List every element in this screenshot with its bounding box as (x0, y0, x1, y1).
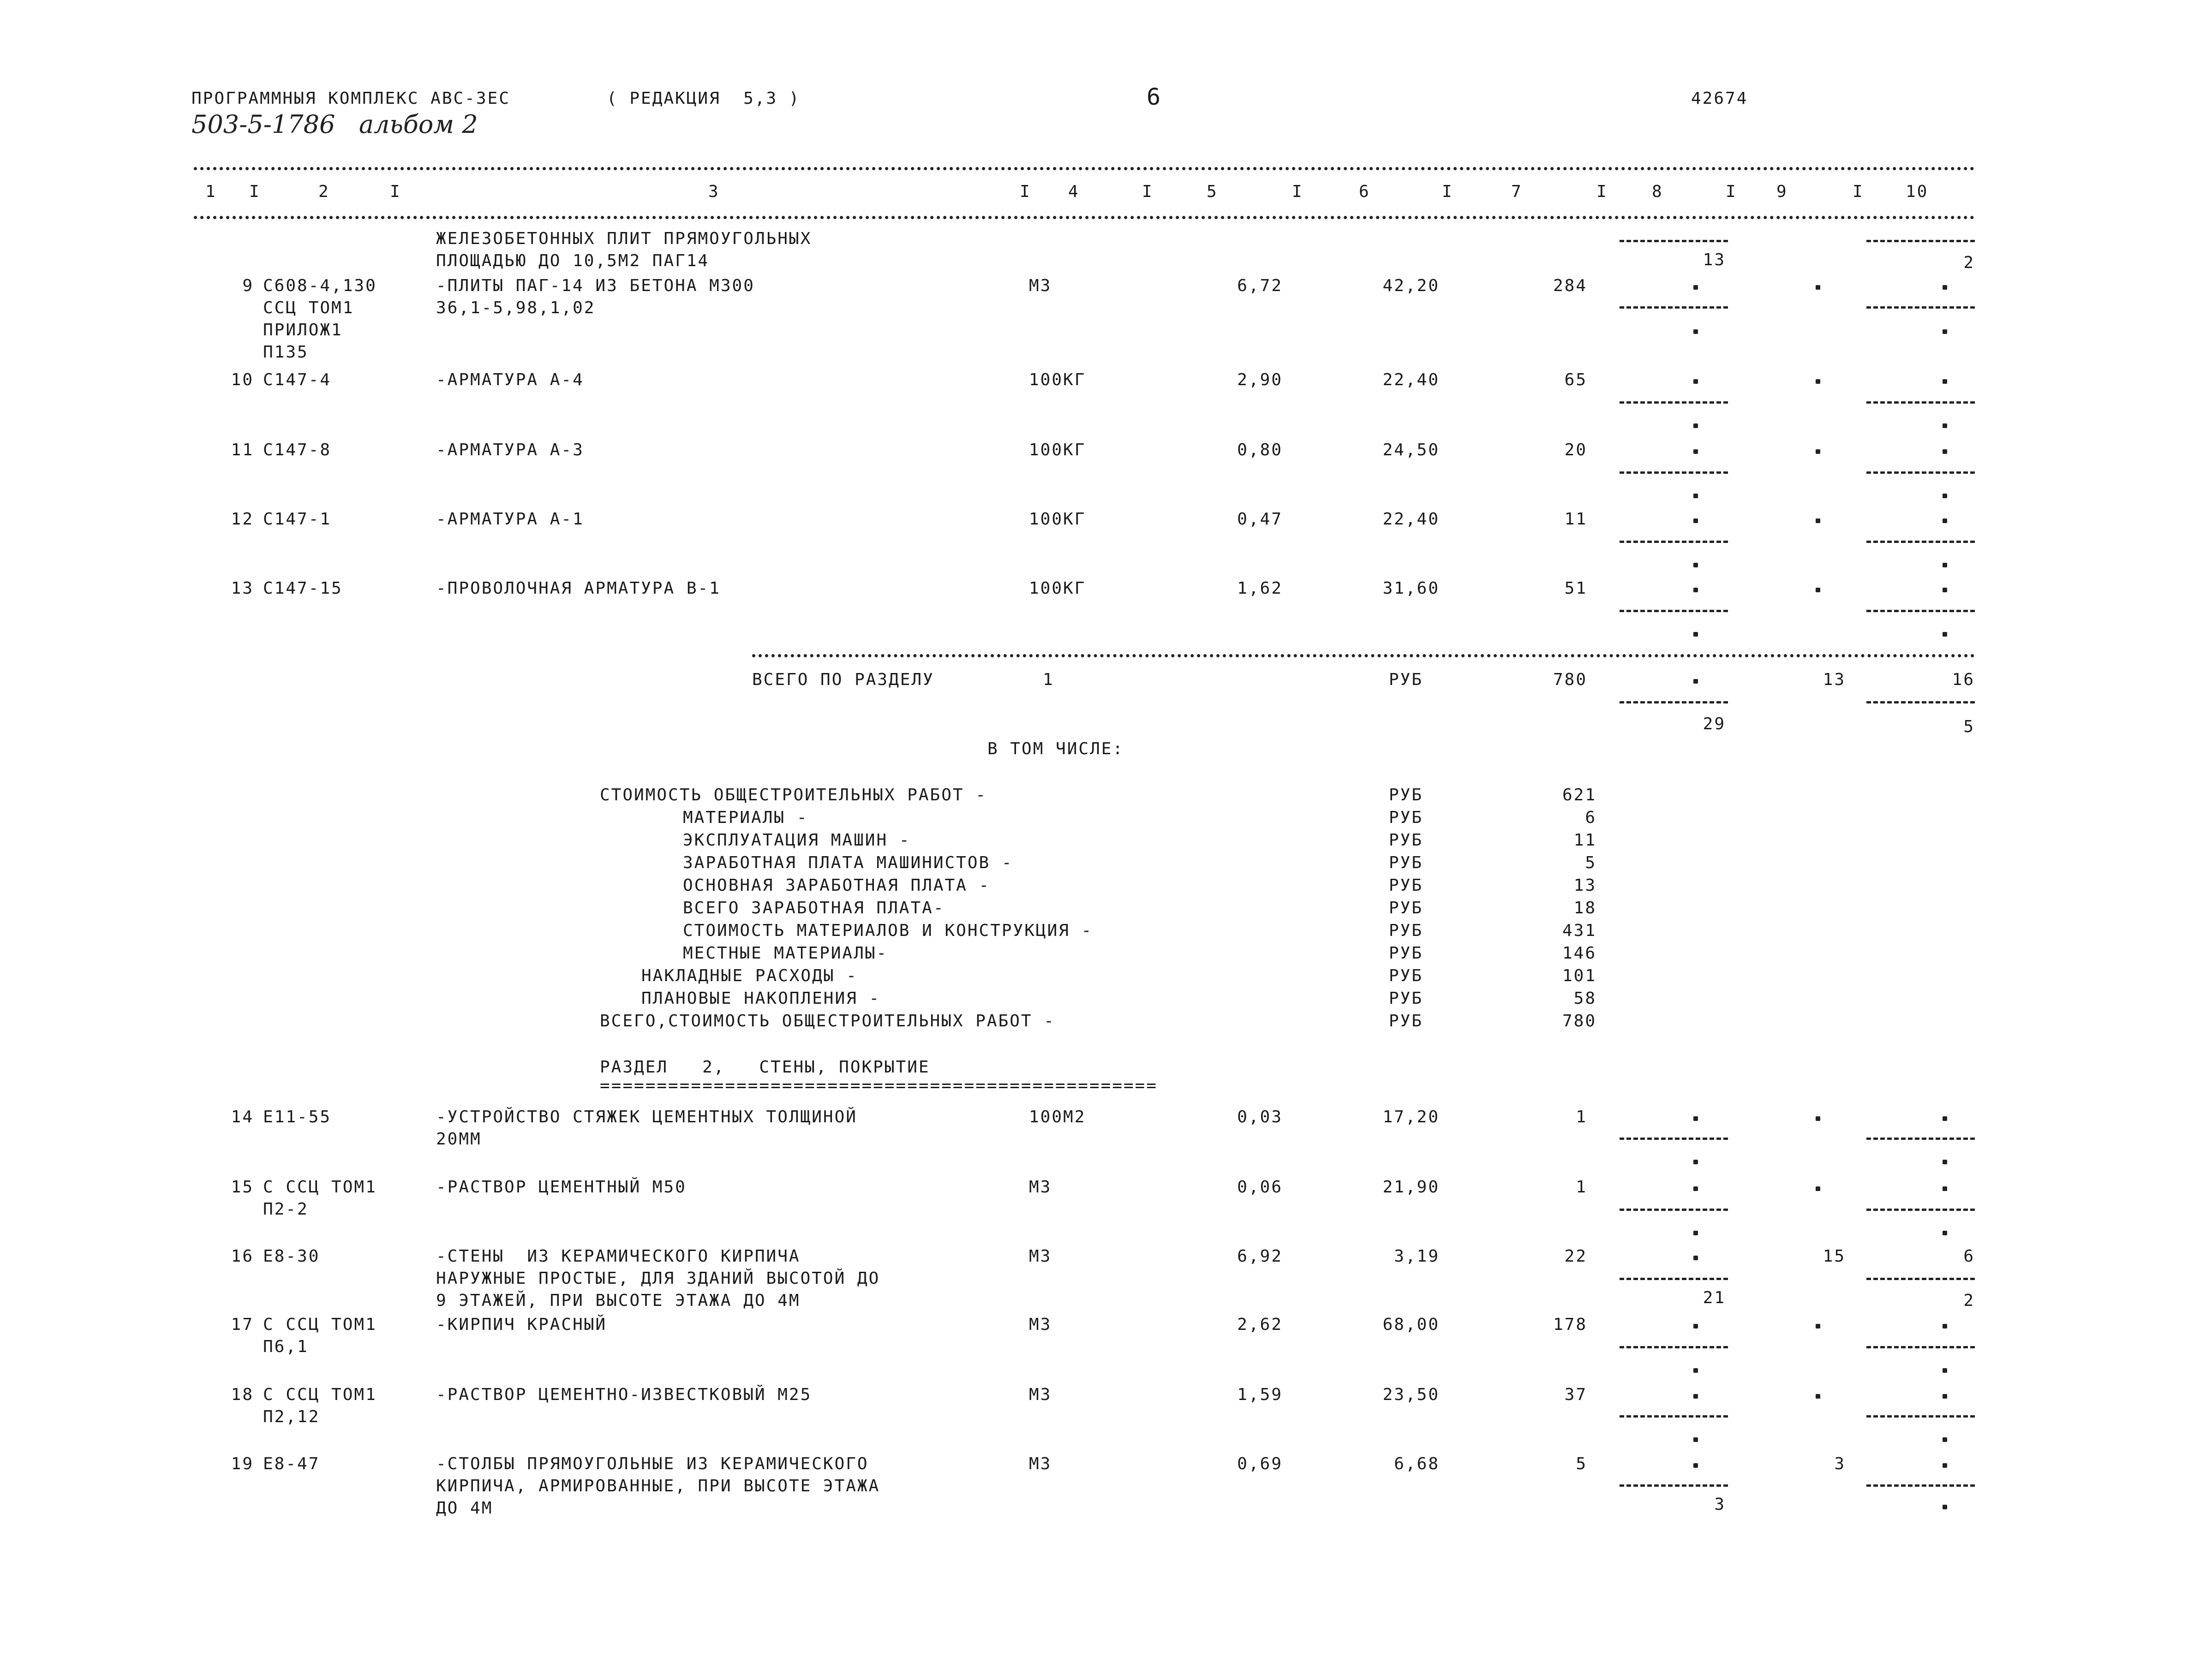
summary-label: ПЛАНОВЫЕ НАКОПЛЕНИЯ - (641, 989, 881, 1008)
row-desc-line: 36,1-5,98,1,02 (436, 298, 596, 317)
summary-value: 101 (1562, 966, 1596, 985)
row-desc-line: -УСТРОЙСТВО СТЯЖЕК ЦЕМЕНТНЫХ ТОЛЩИНОЙ (436, 1108, 857, 1126)
section-total-rule (752, 654, 1975, 657)
summary-value: 780 (1562, 1012, 1596, 1031)
empty-cell-mark (1693, 1394, 1698, 1399)
row-code-line: С ССЦ ТОМ1 (263, 1385, 377, 1404)
summary-label: ВСЕГО ЗАРАБОТНАЯ ПЛАТА- (683, 899, 945, 917)
row-number: 13 (231, 579, 254, 598)
col10-rule (1866, 1346, 1975, 1348)
row-quantity: 6,72 (1237, 276, 1283, 295)
summary-label: МАТЕРИАЛЫ - (683, 808, 808, 827)
row-total: 51 (1564, 579, 1587, 598)
col8-rule (1620, 1138, 1728, 1140)
row-unit: М3 (1029, 1178, 1052, 1197)
section-total-col8-bottom: 29 (1703, 715, 1726, 733)
empty-cell-mark (1693, 449, 1698, 454)
row-number: 16 (231, 1247, 254, 1266)
empty-cell-mark (1693, 1231, 1698, 1235)
col8-rule (1620, 471, 1728, 474)
row-quantity: 2,90 (1237, 370, 1283, 389)
empty-cell-mark (1816, 285, 1820, 290)
col8-rule (1620, 1346, 1728, 1348)
summary-label: ОСНОВНАЯ ЗАРАБОТНАЯ ПЛАТА - (683, 876, 991, 895)
empty-cell-mark (1943, 379, 1947, 384)
col8-rule (1620, 1278, 1728, 1280)
empty-cell-mark (1693, 563, 1698, 567)
row-quantity: 1,59 (1237, 1385, 1283, 1404)
row-code-line: Е8-47 (263, 1454, 320, 1473)
col-sep: I (1596, 182, 1608, 201)
row-unit: 100КГ (1029, 579, 1086, 598)
col-header-4: 4 (1068, 182, 1080, 201)
col10-rule (1866, 240, 1975, 242)
row-unit: 100КГ (1029, 441, 1086, 459)
col-sep: I (1442, 182, 1453, 201)
summary-value: 18 (1573, 899, 1596, 917)
empty-cell-mark (1943, 449, 1947, 454)
row-quantity: 0,80 (1237, 441, 1283, 459)
empty-cell-mark (1943, 563, 1947, 567)
row-desc-line: -ПРОВОЛОЧНАЯ АРМАТУРА В-1 (436, 579, 721, 598)
row-desc-line: НАРУЖНЫЕ ПРОСТЫЕ, ДЛЯ ЗДАНИЙ ВЫСОТОЙ ДО (436, 1269, 880, 1288)
row-code-line: П2-2 (263, 1200, 309, 1219)
col8-value: 13 (1703, 250, 1726, 269)
empty-cell-mark (1693, 1256, 1698, 1260)
empty-cell-mark (1693, 1160, 1698, 1164)
row-total: 1 (1576, 1108, 1587, 1126)
row-col10-bottom: 2 (1963, 1291, 1975, 1310)
row-desc-line: -СТЕНЫ ИЗ КЕРАМИЧЕСКОГО КИРПИЧА (436, 1247, 801, 1266)
empty-cell-mark (1693, 285, 1698, 290)
empty-cell-mark (1693, 1437, 1698, 1442)
empty-cell-mark (1816, 379, 1820, 384)
summary-unit: РУБ (1389, 989, 1423, 1008)
empty-cell-mark (1816, 449, 1820, 454)
col-sep: I (1292, 182, 1303, 201)
section-total-label: ВСЕГО ПО РАЗДЕЛУ (752, 670, 934, 689)
row-desc-line: -АРМАТУРА А-1 (436, 510, 584, 529)
summary-unit: РУБ (1389, 831, 1423, 850)
section-title-underline: ================================================= (600, 1076, 1158, 1095)
section-total-number: 1 (1043, 670, 1054, 689)
empty-cell-mark (1943, 1463, 1947, 1468)
empty-cell-mark (1943, 329, 1947, 334)
row-code-line: ССЦ ТОМ1 (263, 298, 354, 317)
col10-rule (1866, 306, 1975, 309)
row-code-line: С608-4,130 (263, 276, 377, 295)
empty-cell-mark (1816, 1394, 1820, 1399)
summary-value: 58 (1573, 989, 1596, 1008)
empty-cell-mark (1816, 1186, 1820, 1191)
row-quantity: 6,92 (1237, 1247, 1283, 1266)
row-number: 19 (231, 1454, 254, 1473)
row-desc-line: -АРМАТУРА А-4 (436, 370, 584, 389)
col8-rule (1620, 1415, 1728, 1418)
summary-label: СТОИМОСТЬ ОБЩЕСТРОИТЕЛЬНЫХ РАБОТ - (600, 786, 987, 804)
empty-cell-mark (1693, 494, 1698, 498)
handwritten-album-note: 503-5-1786 альбом 2 (191, 110, 478, 139)
col8-rule (1620, 306, 1728, 309)
row-number: 9 (242, 276, 254, 295)
summary-unit: РУБ (1389, 786, 1423, 804)
row-desc-line: -СТОЛБЫ ПРЯМОУГОЛЬНЫЕ ИЗ КЕРАМИЧЕСКОГО (436, 1454, 869, 1473)
col10-rule (1866, 1278, 1975, 1280)
empty-cell-mark (1943, 1324, 1947, 1329)
summary-value: 13 (1573, 876, 1596, 895)
summary-label: ЭКСПЛУАТАЦИЯ МАШИН - (683, 831, 911, 850)
col10-rule (1866, 471, 1975, 474)
row-unit-price: 42,20 (1382, 276, 1440, 295)
col10-rule (1866, 610, 1975, 612)
row-desc-line: ПЛОЩАДЬЮ ДО 10,5М2 ПАГ14 (436, 251, 710, 270)
row-code-line: ПРИЛОЖ1 (263, 321, 343, 340)
empty-cell-mark (1943, 423, 1947, 428)
summary-value: 431 (1562, 921, 1596, 940)
summary-unit: РУБ (1389, 899, 1423, 917)
summary-value: 6 (1585, 808, 1596, 827)
empty-cell-mark (1816, 588, 1820, 592)
empty-cell-mark (1693, 1463, 1698, 1468)
col8-rule (1620, 401, 1728, 404)
row-code-line: П6,1 (263, 1337, 309, 1356)
empty-cell-mark (1816, 1324, 1820, 1329)
empty-cell-mark (1943, 1116, 1947, 1121)
row-total: 37 (1564, 1385, 1587, 1404)
row-number: 11 (231, 441, 254, 459)
row-number: 17 (231, 1315, 254, 1334)
row-number: 14 (231, 1108, 254, 1126)
table-header-rule (194, 216, 1975, 219)
empty-cell-mark (1693, 588, 1698, 592)
row-code-line: С ССЦ ТОМ1 (263, 1178, 377, 1197)
edition-label: ( РЕДАКЦИЯ 5,3 ) (607, 89, 801, 108)
col-header-5: 5 (1207, 182, 1218, 201)
row-unit-price: 68,00 (1382, 1315, 1440, 1334)
row-total: 178 (1553, 1315, 1587, 1334)
empty-cell-mark (1693, 518, 1698, 523)
row-number: 12 (231, 510, 254, 529)
col-header-9: 9 (1776, 182, 1788, 201)
section-total-col10: 16 (1952, 670, 1975, 689)
row-unit: М3 (1029, 1247, 1052, 1266)
col10-rule (1866, 401, 1975, 404)
row-unit-price: 6,68 (1394, 1454, 1440, 1473)
row-unit-price: 22,40 (1382, 370, 1440, 389)
col8-rule (1620, 1484, 1728, 1487)
col8-rule (1620, 240, 1728, 242)
col-sep: I (1853, 182, 1864, 201)
row-code-line: С147-1 (263, 510, 332, 529)
row-desc-line: 20ММ (436, 1130, 482, 1149)
empty-cell-mark (1693, 379, 1698, 384)
row-col9: 15 (1823, 1247, 1846, 1266)
empty-cell-mark (1693, 632, 1698, 637)
row-desc-line: КИРПИЧА, АРМИРОВАННЫЕ, ПРИ ВЫСОТЕ ЭТАЖА (436, 1477, 880, 1495)
col10-rule (1866, 1415, 1975, 1418)
row-col8-bottom: 21 (1703, 1288, 1726, 1307)
row-quantity: 2,62 (1237, 1315, 1283, 1334)
col-header-7: 7 (1511, 182, 1523, 201)
row-quantity: 0,03 (1237, 1108, 1283, 1126)
summary-label: СТОИМОСТЬ МАТЕРИАЛОВ И КОНСТРУКЦИЯ - (683, 921, 1093, 940)
row-number: 18 (231, 1385, 254, 1404)
empty-cell-mark (1943, 1368, 1947, 1373)
col10-value: 2 (1963, 253, 1975, 272)
row-unit-price: 17,20 (1382, 1108, 1440, 1126)
empty-cell-mark (1943, 1231, 1947, 1235)
row-code-line: С147-8 (263, 441, 332, 459)
row-unit-price: 23,50 (1382, 1385, 1440, 1404)
col-sep: I (249, 182, 261, 201)
row-code-line: С ССЦ ТОМ1 (263, 1315, 377, 1334)
empty-cell-mark (1943, 285, 1947, 290)
row-quantity: 0,06 (1237, 1178, 1283, 1197)
section-total-col9: 13 (1823, 670, 1846, 689)
col-header-8: 8 (1652, 182, 1663, 201)
section-total-unit: РУБ (1389, 670, 1423, 689)
col10-rule (1866, 541, 1975, 543)
col-header-6: 6 (1359, 182, 1370, 201)
col10-rule (1866, 1138, 1975, 1140)
summary-label: МЕСТНЫЕ МАТЕРИАЛЫ- (683, 944, 888, 963)
empty-cell-mark (1693, 1368, 1698, 1373)
empty-cell-mark (1693, 329, 1698, 334)
row-code-line: С147-4 (263, 370, 332, 389)
row-unit: 100КГ (1029, 370, 1086, 389)
summary-label: ЗАРАБОТНАЯ ПЛАТА МАШИНИСТОВ - (683, 853, 1013, 872)
empty-cell-mark (1693, 1116, 1698, 1121)
empty-cell-mark (1943, 1186, 1947, 1191)
program-title: ПРОГРАММНЫЯ КОМПЛЕКС АВС-3ЕС (191, 89, 510, 108)
empty-cell-mark (1943, 1160, 1947, 1164)
col8-rule (1620, 541, 1728, 543)
col-header-10: 10 (1906, 182, 1929, 201)
col-header-1: 1 (205, 182, 217, 201)
summary-value: 5 (1585, 853, 1596, 872)
page-number: 6 (1147, 83, 1162, 110)
row-unit: 100КГ (1029, 510, 1086, 529)
row-quantity: 0,69 (1237, 1454, 1283, 1473)
summary-unit: РУБ (1389, 1012, 1423, 1031)
summary-unit: РУБ (1389, 921, 1423, 940)
empty-cell-mark (1943, 1394, 1947, 1399)
summary-unit: РУБ (1389, 944, 1423, 963)
row-code-line: Е11-55 (263, 1108, 332, 1126)
row-unit-price: 22,40 (1382, 510, 1440, 529)
row-desc-line: -РАСТВОР ЦЕМЕНТНО-ИЗВЕСТКОВЫЙ М25 (436, 1385, 812, 1404)
row-unit: М3 (1029, 1315, 1052, 1334)
row-code-line: П2,12 (263, 1407, 320, 1426)
empty-cell-mark (1943, 632, 1947, 637)
col10-rule (1866, 1484, 1975, 1487)
row-col8-bottom: 3 (1714, 1495, 1726, 1514)
row-unit: М3 (1029, 276, 1052, 295)
including-label: В ТОМ ЧИСЛЕ: (987, 739, 1124, 758)
row-total: 65 (1564, 370, 1587, 389)
row-quantity: 0,47 (1237, 510, 1283, 529)
summary-unit: РУБ (1389, 808, 1423, 827)
row-desc-line: -КИРПИЧ КРАСНЫЙ (436, 1315, 607, 1334)
row-code-line: П135 (263, 343, 309, 362)
col-sep: I (1020, 182, 1031, 201)
col-sep: I (390, 182, 401, 201)
col-sep: I (1142, 182, 1154, 201)
row-quantity: 1,62 (1237, 579, 1283, 598)
summary-label: ВСЕГО,СТОИМОСТЬ ОБЩЕСТРОИТЕЛЬНЫХ РАБОТ - (600, 1012, 1055, 1031)
row-total: 5 (1576, 1454, 1587, 1473)
summary-unit: РУБ (1389, 876, 1423, 895)
empty-cell-mark (1693, 1186, 1698, 1191)
row-code-line: С147-15 (263, 579, 343, 598)
row-unit: М3 (1029, 1454, 1052, 1473)
empty-cell-mark (1693, 1324, 1698, 1329)
row-unit-price: 3,19 (1394, 1247, 1440, 1266)
section-title: РАЗДЕЛ 2, СТЕНЫ, ПОКРЫТИЕ (600, 1058, 930, 1077)
col10-rule (1866, 701, 1975, 703)
summary-unit: РУБ (1389, 853, 1423, 872)
empty-cell-mark (1693, 423, 1698, 428)
empty-cell-mark (1943, 518, 1947, 523)
row-total: 11 (1564, 510, 1587, 529)
row-total: 1 (1576, 1178, 1587, 1197)
row-number: 10 (231, 370, 254, 389)
row-desc-line: ЖЕЛЕЗОБЕТОННЫХ ПЛИТ ПРЯМОУГОЛЬНЫХ (436, 229, 812, 248)
section-total-amount: 780 (1553, 670, 1587, 689)
row-total: 22 (1564, 1247, 1587, 1266)
col8-rule (1620, 701, 1728, 703)
row-desc-line: -ПЛИТЫ ПАГ-14 ИЗ БЕТОНА М300 (436, 276, 755, 295)
col10-rule (1866, 1209, 1975, 1211)
row-desc-line: 9 ЭТАЖЕЙ, ПРИ ВЫСОТЕ ЭТАЖА ДО 4М (436, 1291, 801, 1310)
summary-label: НАКЛАДНЫЕ РАСХОДЫ - (641, 966, 858, 985)
summary-value: 11 (1573, 831, 1596, 850)
document-code: 42674 (1691, 89, 1748, 108)
col-sep: I (1726, 182, 1737, 201)
row-unit: М3 (1029, 1385, 1052, 1404)
summary-unit: РУБ (1389, 966, 1423, 985)
col-header-2: 2 (318, 182, 330, 201)
row-unit-price: 31,60 (1382, 579, 1440, 598)
col-header-3: 3 (708, 182, 720, 201)
empty-cell-mark (1943, 1505, 1947, 1509)
section-total-col10-bottom: 5 (1963, 717, 1975, 736)
row-desc-line: -АРМАТУРА А-3 (436, 441, 584, 459)
row-unit-price: 21,90 (1382, 1178, 1440, 1197)
row-desc-line: -РАСТВОР ЦЕМЕНТНЫЙ М50 (436, 1178, 687, 1197)
row-col9: 3 (1834, 1454, 1846, 1473)
summary-value: 146 (1562, 944, 1596, 963)
row-number: 15 (231, 1178, 254, 1197)
row-unit-price: 24,50 (1382, 441, 1440, 459)
row-total: 284 (1553, 276, 1587, 295)
empty-cell-mark (1816, 1116, 1820, 1121)
row-desc-line: ДО 4М (436, 1499, 493, 1518)
empty-cell-mark (1943, 1437, 1947, 1442)
empty-cell-mark (1943, 588, 1947, 592)
empty-cell-mark (1816, 518, 1820, 523)
empty-cell-mark (1693, 679, 1698, 684)
col8-rule (1620, 1209, 1728, 1211)
row-unit: 100М2 (1029, 1108, 1086, 1126)
empty-cell-mark (1943, 494, 1947, 498)
table-top-rule (194, 167, 1975, 170)
row-code-line: Е8-30 (263, 1247, 320, 1266)
row-col10: 6 (1963, 1247, 1975, 1266)
row-total: 20 (1564, 441, 1587, 459)
summary-value: 621 (1562, 786, 1596, 804)
col8-rule (1620, 610, 1728, 612)
